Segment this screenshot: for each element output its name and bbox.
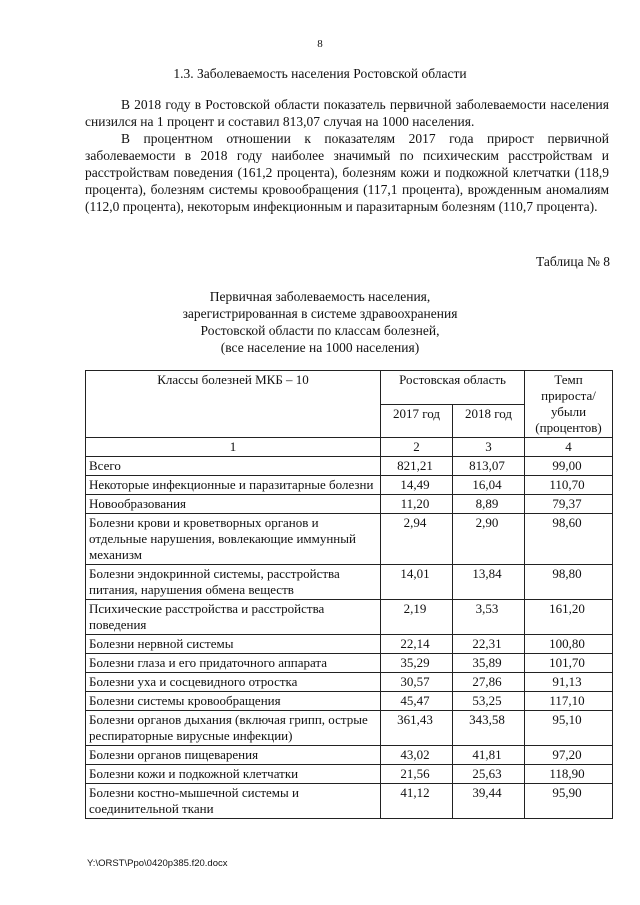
paragraph-2: В процентном отношении к показателям 2017 года прирост первичной заболеваемости в 2018 году наиболее значимый по психическим расстройствам и расстройствам поведения (161,2 процента), болезням кожи и подкожной клетчатки (118,9 процента), болезням системы кровообращения (117,1 процента), врожденным аномалиям (112,0 процента), некоторым инфекционным и паразитарным болезням (110,7 процента). [85,131,609,214]
table-index-row [86,438,613,457]
table-row [86,495,613,514]
rate-cell: 95,90 [525,784,613,819]
table-row [86,784,613,819]
rate-cell: 101,70 [525,654,613,673]
table-row [86,635,613,654]
rate-cell: 161,20 [525,600,613,635]
table-row [86,476,613,495]
header-2018: 2018 год [453,404,525,438]
value-2018-cell: 25,63 [453,765,525,784]
caption-line: Ростовской области по классам болезней, [200,323,440,338]
rate-cell: 97,20 [525,746,613,765]
rate-cell: 117,10 [525,692,613,711]
value-2018-cell: 41,81 [453,746,525,765]
table-label: Таблица № 8 [536,254,610,269]
disease-class-cell: Болезни системы кровообращения [86,692,381,711]
disease-class-cell: Болезни глаза и его придаточного аппарата [86,654,381,673]
value-2018-cell: 35,89 [453,654,525,673]
disease-class-cell: Некоторые инфекционные и паразитарные болезни [86,476,381,495]
page-number: 8 [317,38,323,50]
rate-cell: 100,80 [525,635,613,654]
value-2017-cell: 11,20 [381,495,453,514]
rate-cell: 95,10 [525,711,613,746]
value-2018-cell: 343,58 [453,711,525,746]
index-cell: 2 [381,438,453,457]
value-2018-cell: 39,44 [453,784,525,819]
table-row [86,673,613,692]
header-2017: 2017 год [381,404,453,438]
table-header-row [86,371,613,405]
value-2017-cell: 30,57 [381,673,453,692]
rate-cell: 79,37 [525,495,613,514]
value-2018-cell: 2,90 [453,514,525,565]
value-2017-cell: 2,94 [381,514,453,565]
header-disease-class: Классы болезней МКБ – 10 [86,371,381,438]
index-cell: 1 [86,438,381,457]
paragraph-1: В 2018 году в Ростовской области показатель первичной заболеваемости населения снизился на 1 процент и составил 813,07 случая на 1000 населения. [85,97,609,129]
value-2018-cell: 53,25 [453,692,525,711]
value-2018-cell: 27,86 [453,673,525,692]
table-row [86,654,613,673]
index-cell: 4 [525,438,613,457]
rate-cell: 98,80 [525,565,613,600]
disease-class-cell: Болезни крови и кроветворных органов и отдельные нарушения, вовлекающие иммунный механизм [86,514,381,565]
value-2018-cell: 813,07 [453,457,525,476]
header-region: Ростовская область [381,371,525,405]
value-2018-cell: 3,53 [453,600,525,635]
rate-cell: 98,60 [525,514,613,565]
body-text [85,96,609,215]
caption-line: (все население на 1000 населения) [220,340,420,355]
table-row [86,765,613,784]
disease-class-cell: Болезни органов дыхания (включая грипп, острые респираторные вирусные инфекции) [86,711,381,746]
header-rate: Темп прироста/ убыли (процентов) [525,371,613,438]
value-2018-cell: 8,89 [453,495,525,514]
rate-cell: 91,13 [525,673,613,692]
value-2017-cell: 22,14 [381,635,453,654]
disease-class-cell: Новообразования [86,495,381,514]
file-path-footer: Y:\ORST\Ppo\0420p385.f20.docx [87,858,228,869]
disease-class-cell: Болезни костно-мышечной системы и соединительной ткани [86,784,381,819]
rate-cell: 118,90 [525,765,613,784]
table-body [86,457,613,819]
rate-cell: 110,70 [525,476,613,495]
caption-line: Первичная заболеваемость населения, [209,289,431,304]
table-row [86,746,613,765]
table-caption [0,288,640,356]
value-2017-cell: 14,49 [381,476,453,495]
section-title: 1.3. Заболеваемость населения Ростовской области [173,66,467,81]
value-2018-cell: 13,84 [453,565,525,600]
morbidity-table [85,370,613,819]
value-2017-cell: 35,29 [381,654,453,673]
disease-class-cell: Болезни уха и сосцевидного отростка [86,673,381,692]
rate-cell: 99,00 [525,457,613,476]
disease-class-cell: Болезни органов пищеварения [86,746,381,765]
value-2018-cell: 16,04 [453,476,525,495]
index-cell: 3 [453,438,525,457]
value-2017-cell: 821,21 [381,457,453,476]
disease-class-cell: Болезни кожи и подкожной клетчатки [86,765,381,784]
table-row [86,711,613,746]
table-row [86,514,613,565]
value-2018-cell: 22,31 [453,635,525,654]
value-2017-cell: 43,02 [381,746,453,765]
table-row [86,565,613,600]
table-row [86,457,613,476]
disease-class-cell: Всего [86,457,381,476]
disease-class-cell: Психические расстройства и расстройства поведения [86,600,381,635]
disease-class-cell: Болезни нервной системы [86,635,381,654]
table-row [86,600,613,635]
value-2017-cell: 21,56 [381,765,453,784]
value-2017-cell: 41,12 [381,784,453,819]
value-2017-cell: 45,47 [381,692,453,711]
disease-class-cell: Болезни эндокринной системы, расстройства питания, нарушения обмена веществ [86,565,381,600]
table-row [86,692,613,711]
caption-line: зарегистрированная в системе здравоохранения [182,306,458,321]
value-2017-cell: 14,01 [381,565,453,600]
value-2017-cell: 2,19 [381,600,453,635]
value-2017-cell: 361,43 [381,711,453,746]
